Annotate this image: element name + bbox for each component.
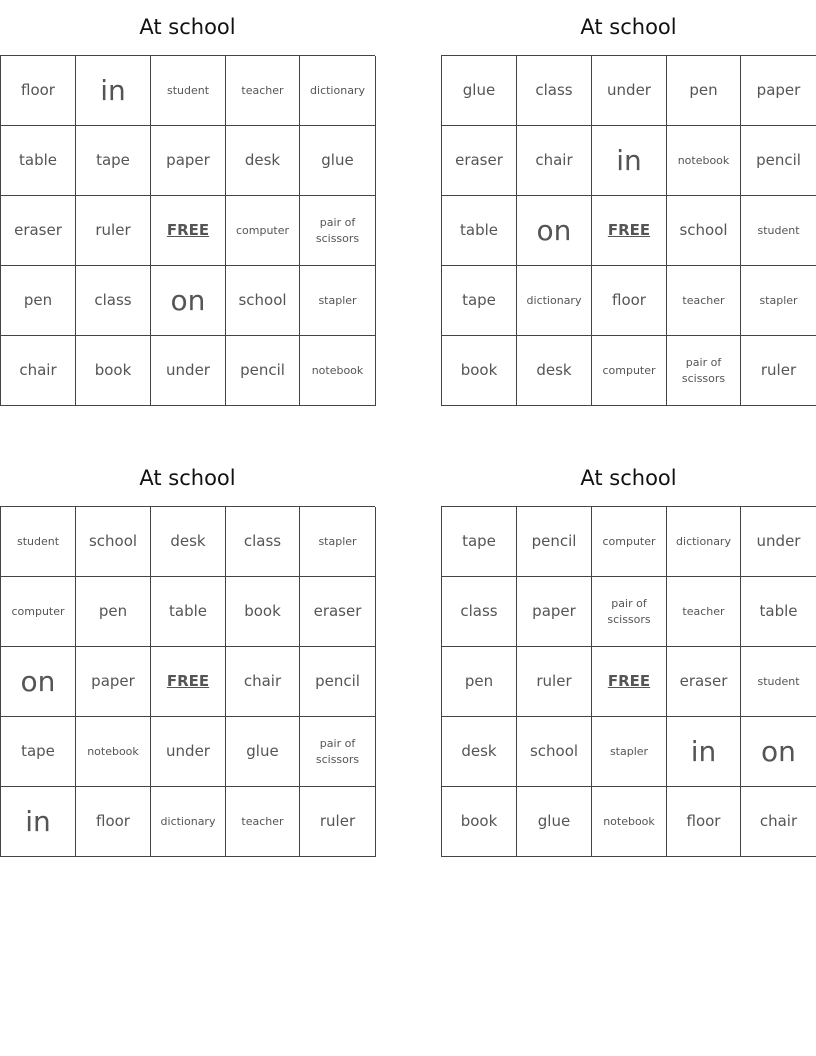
bingo-cell: notebook (667, 126, 741, 196)
free-cell: FREE (151, 196, 226, 266)
bingo-cell: floor (1, 56, 76, 126)
bingo-cell: class (442, 577, 517, 647)
bingo-cell: dictionary (667, 507, 741, 577)
bingo-cell: pair of scissors (300, 196, 376, 266)
bingo-cell: paper (151, 126, 226, 196)
bingo-cell: eraser (667, 647, 741, 717)
bingo-cell: desk (151, 507, 226, 577)
card-title: At school (580, 466, 677, 490)
bingo-cell: book (76, 336, 151, 406)
bingo-cell: ruler (741, 336, 816, 406)
bingo-cell: pencil (226, 336, 300, 406)
bingo-card-4 (441, 451, 816, 857)
bingo-cell: computer (592, 336, 667, 406)
bingo-cell: paper (741, 56, 816, 126)
bingo-cell: on (741, 717, 816, 787)
bingo-cell: stapler (741, 266, 816, 336)
bingo-cell: school (667, 196, 741, 266)
bingo-cell: stapler (592, 717, 667, 787)
bingo-cell: tape (442, 266, 517, 336)
bingo-cell: floor (667, 787, 741, 857)
bingo-cell: eraser (442, 126, 517, 196)
bingo-cell: teacher (667, 577, 741, 647)
bingo-cell: on (1, 647, 76, 717)
bingo-cell: pen (442, 647, 517, 717)
bingo-cell: eraser (300, 577, 376, 647)
bingo-cell: tape (1, 717, 76, 787)
bingo-cell: desk (226, 126, 300, 196)
bingo-cell: teacher (667, 266, 741, 336)
bingo-cell: computer (1, 577, 76, 647)
bingo-cell: in (592, 126, 667, 196)
bingo-cell: glue (442, 56, 517, 126)
bingo-card-1 (0, 0, 375, 406)
bingo-cell: floor (592, 266, 667, 336)
bingo-cell: chair (741, 787, 816, 857)
bingo-cell: ruler (300, 787, 376, 857)
bingo-cell: dictionary (517, 266, 592, 336)
bingo-cell: school (226, 266, 300, 336)
bingo-cell: computer (226, 196, 300, 266)
free-cell: FREE (592, 647, 667, 717)
bingo-cell: notebook (592, 787, 667, 857)
bingo-cell: in (76, 56, 151, 126)
bingo-cell: under (151, 717, 226, 787)
bingo-cell: under (741, 507, 816, 577)
card-title: At school (139, 466, 236, 490)
bingo-cell: class (76, 266, 151, 336)
card-title: At school (139, 15, 236, 39)
bingo-cell: glue (300, 126, 376, 196)
free-cell: FREE (151, 647, 226, 717)
bingo-cell: stapler (300, 266, 376, 336)
bingo-cell: pen (667, 56, 741, 126)
bingo-grid (0, 506, 375, 857)
bingo-card-2 (441, 0, 816, 406)
bingo-cell: class (226, 507, 300, 577)
bingo-cell: notebook (76, 717, 151, 787)
bingo-cell: under (592, 56, 667, 126)
bingo-cell: student (741, 196, 816, 266)
bingo-cell: in (1, 787, 76, 857)
bingo-cell: chair (517, 126, 592, 196)
bingo-cell: pencil (517, 507, 592, 577)
bingo-cell: table (1, 126, 76, 196)
bingo-cell: teacher (226, 787, 300, 857)
bingo-cell: dictionary (151, 787, 226, 857)
bingo-cell: notebook (300, 336, 376, 406)
bingo-cell: desk (517, 336, 592, 406)
bingo-cell: ruler (517, 647, 592, 717)
bingo-cell: paper (517, 577, 592, 647)
bingo-cell: computer (592, 507, 667, 577)
bingo-cell: pair of scissors (300, 717, 376, 787)
bingo-cell: on (151, 266, 226, 336)
bingo-cell: stapler (300, 507, 376, 577)
bingo-cell: pencil (741, 126, 816, 196)
bingo-grid (441, 55, 816, 406)
bingo-cell: glue (517, 787, 592, 857)
bingo-cell: ruler (76, 196, 151, 266)
bingo-cell: teacher (226, 56, 300, 126)
bingo-cell: eraser (1, 196, 76, 266)
bingo-cell: student (1, 507, 76, 577)
bingo-cell: floor (76, 787, 151, 857)
bingo-cell: on (517, 196, 592, 266)
bingo-cell: chair (226, 647, 300, 717)
bingo-grid (0, 55, 375, 406)
bingo-cell: student (151, 56, 226, 126)
bingo-cell: school (76, 507, 151, 577)
free-cell: FREE (592, 196, 667, 266)
bingo-cell: book (226, 577, 300, 647)
bingo-cell: student (741, 647, 816, 717)
bingo-cell: tape (76, 126, 151, 196)
bingo-cell: desk (442, 717, 517, 787)
bingo-cell: under (151, 336, 226, 406)
bingo-cell: dictionary (300, 56, 376, 126)
bingo-cell: pen (76, 577, 151, 647)
bingo-cell: book (442, 787, 517, 857)
bingo-cell: table (741, 577, 816, 647)
bingo-cell: table (151, 577, 226, 647)
bingo-cell: pair of scissors (667, 336, 741, 406)
bingo-cell: class (517, 56, 592, 126)
bingo-cell: glue (226, 717, 300, 787)
bingo-cell: in (667, 717, 741, 787)
bingo-cell: school (517, 717, 592, 787)
bingo-cell: paper (76, 647, 151, 717)
bingo-card-3 (0, 451, 375, 857)
bingo-cell: book (442, 336, 517, 406)
bingo-cell: pen (1, 266, 76, 336)
bingo-cell: pair of scissors (592, 577, 667, 647)
bingo-grid (441, 506, 816, 857)
card-title: At school (580, 15, 677, 39)
bingo-cell: tape (442, 507, 517, 577)
bingo-cell: chair (1, 336, 76, 406)
bingo-cell: table (442, 196, 517, 266)
bingo-cell: pencil (300, 647, 376, 717)
